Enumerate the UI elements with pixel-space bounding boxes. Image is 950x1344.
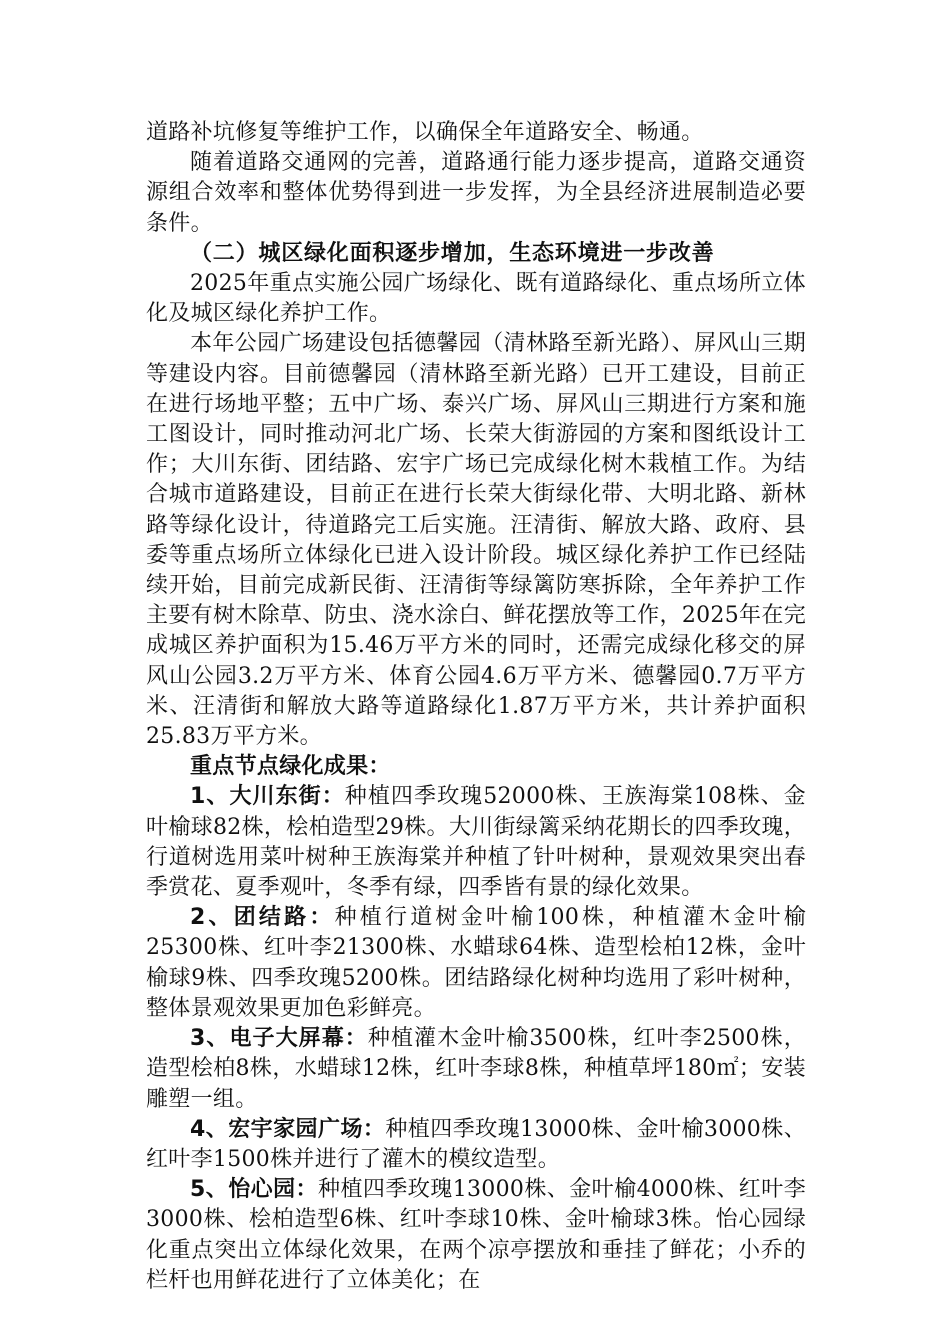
- paragraph-2025-plan: 2025年重点实施公园广场绿化、既有道路绿化、重点场所立体化及城区绿化养护工作。: [146, 271, 806, 327]
- paragraph-park-construction: 本年公园广场建设包括德馨园（清林路至新光路）、屏风山三期等建设内容。目前德馨园（清林路至新光路）已开工建设，目前正在进行场地平整；五中广场、泰兴广场、屏风山三期进行方案和施工图设计，同时推动河北广场、长荣大街游园的方案和图纸设计工作；大川东街、团结路、宏宇广场已完成绿化树木栽植工作。为结合城市道路建设，目前正在进行长荣大街绿化带、大明北路、新林路等绿化设计，待道路完工后实施。汪清街、解放大路、政府、县委等重点场所立体绿化已进入设计阶段。城区绿化养护工作已经陆续开始，目前完成新民街、汪清街等绿篱防寒拆除，全年养护工作主要有树木除草、防虫、浇水涂白、鲜花摆放等工作，2025年在完成城区养护面积为15.46万平方米的同时，还需完成绿化移交的屏风山公园3.2万平方米、体育公园4.6万平方米、德馨园0.7万平方米、汪清街和解放大路等道路绿化1.87万平方米，共计养护面积25.83万平方米。: [146, 331, 806, 750]
- subheading-key-results: 重点节点绿化成果：: [190, 754, 391, 780]
- item-text: 种植四季玫瑰13000株、金叶榆3000株、红叶李1500株并进行了灌木的模纹造型。: [146, 1116, 806, 1172]
- item-label: 1、大川东街：: [190, 784, 345, 810]
- list-item-dachuan-east-street: [146, 782, 806, 903]
- list-item-electronic-screen: [146, 1024, 806, 1115]
- document-page: [146, 118, 806, 1296]
- list-item-tuanjie-road: [146, 903, 806, 1024]
- item-text: 种植灌木金叶榆3500株，红叶李2500株，造型桧柏8株，水蜡球12株，红叶李球8株，种植草坪180㎡；安装雕塑一组。: [146, 1026, 806, 1112]
- item-label: 5、怡心园：: [190, 1177, 318, 1203]
- item-text: 种植四季玫瑰13000株、金叶榆4000株、红叶李3000株、桧柏造型6株、红叶李球10株、金叶榆球3株。怡心园绿化重点突出立体绿化效果，在两个凉亭摆放和垂挂了鲜花；小乔的栏杆也用鲜花进行了立体美化；在: [146, 1177, 806, 1293]
- section-heading-greening: （二）城区绿化面积逐步增加，生态环境进一步改善: [190, 240, 715, 266]
- item-label: 3、电子大屏幕：: [190, 1026, 368, 1052]
- item-text: 种植行道树金叶榆100株，种植灌木金叶榆25300株、红叶李21300株、水蜡球64株、造型桧柏12株，金叶榆球9株、四季玫瑰5200株。团结路绿化树种均选用了彩叶树种，整体景观效果更加色彩鲜亮。: [146, 905, 806, 1021]
- list-item-hongyu-plaza: [146, 1115, 806, 1175]
- item-label: 2、团结路：: [190, 905, 335, 931]
- list-item-yixin-garden: [146, 1175, 806, 1296]
- item-text: 种植四季玫瑰52000株、王族海棠108株、金叶榆球82株，桧柏造型29株。大川街绿篱采纳花期长的四季玫瑰，行道树选用菜叶树种王族海棠并种植了针叶树种，景观效果突出春季赏花、夏季观叶，冬季有绿，四季皆有景的绿化效果。: [146, 784, 806, 901]
- item-label: 4、宏宇家园广场：: [190, 1116, 386, 1142]
- paragraph-road-network: 随着道路交通网的完善，道路通行能力逐步提高，道路交通资源组合效率和整体优势得到进一步发挥，为全县经济进展制造必要条件。: [146, 150, 806, 236]
- paragraph-road-maintenance: 道路补坑修复等维护工作，以确保全年道路安全、畅通。: [146, 120, 704, 145]
